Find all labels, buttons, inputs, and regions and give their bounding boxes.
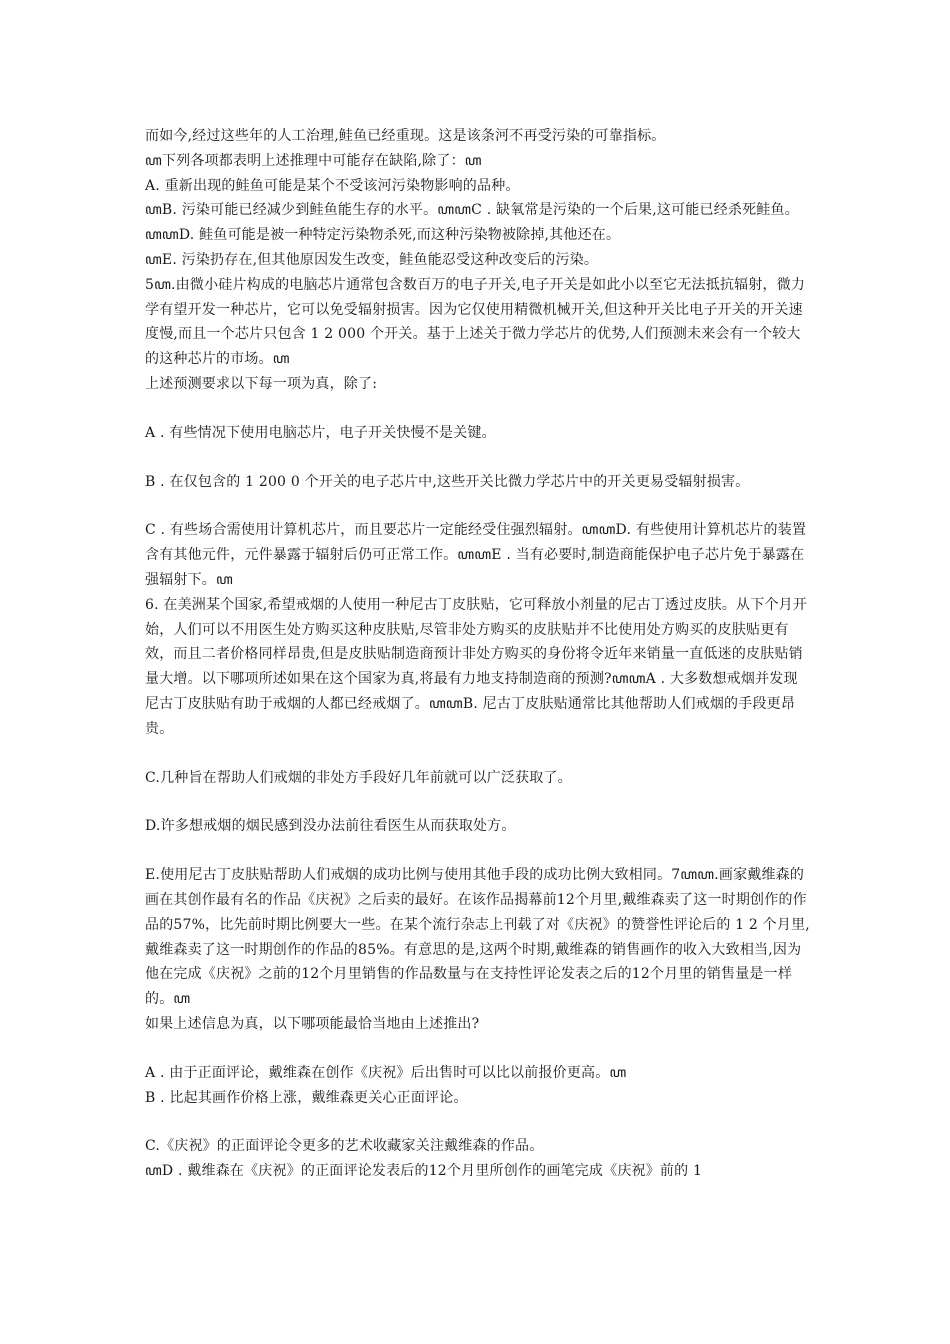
- paragraph-gap: [145, 1037, 810, 1061]
- paragraph: C.《庆祝》的正面评论令更多的艺术收藏家关注戴维森的作品。: [145, 1138, 544, 1155]
- paragraph: ꦲ下列各项都表明上述推理中可能存在缺陷,除了：ꦲ: [145, 152, 482, 169]
- paragraph-gap: [145, 494, 810, 518]
- paragraph-gap: [145, 839, 810, 863]
- document-page: [145, 124, 810, 1184]
- paragraph: 如果上述信息为真，以下哪项能最恰当地由上述推出?: [145, 1015, 480, 1032]
- paragraph: C . 有些场合需使用计算机芯片，而且要芯片一定能经受住强烈辐射。ꦲꦲD. 有些使用计算机芯片的装置含有其他元件，元件暴露于辐射后仍可正常工作。ꦲꦲE . 当有必要时,制造商能保护电子芯片免于暴露在强辐射下。ꦲ: [145, 522, 807, 588]
- paragraph: D.许多想戒烟的烟民感到没办法前往看医生从而获取处方。: [145, 818, 516, 835]
- paragraph: ꦲB. 污染可能已经减少到鲑鱼能生存的水平。ꦲꦲC . 缺氧常是污染的一个后果,这可能已经杀死鲑鱼。ꦲꦲD. 鲑鱼可能是被一种特定污染物杀死,而这种污染物被除掉,其他还在。: [145, 202, 799, 244]
- paragraph: B . 比起其画作价格上涨，戴维森更关心正面评论。: [145, 1089, 468, 1106]
- paragraph-gap: [145, 742, 810, 766]
- paragraph: ꦲD . 戴维森在《庆祝》的正面评论发表后的12个月里所创作的画笔完成《庆祝》前的 1: [145, 1163, 703, 1180]
- paragraph-gap: [145, 1110, 810, 1134]
- paragraph-gap: [145, 397, 810, 421]
- paragraph: A . 由于正面评论，戴维森在创作《庆祝》后出售时可以比以前报价更高。ꦲ: [145, 1064, 627, 1081]
- paragraph-gap: [145, 790, 810, 814]
- paragraph: A . 有些情况下使用电脑芯片，电子开关快慢不是关键。: [145, 424, 496, 441]
- paragraph: ꦲE. 污染扔存在,但其他原因发生改变，鲑鱼能忍受这种改变后的污染。: [145, 251, 599, 268]
- paragraph-gap: [145, 446, 810, 470]
- paragraph: 6. 在美洲某个国家,希望戒烟的人使用一种尼古丁皮肤贴，它可释放小剂量的尼古丁透过皮肤。从下个月开始，人们可以不用医生处方购买这种皮肤贴,尽管非处方购买的皮肤贴并不比使用处方购买的皮肤贴更有效，而且二者价格同样昂贵,但是皮肤贴制造商预计非处方购买的身份将令近年来销量一直低迷的皮肤贴销量大增。以下哪项所述如果在这个国家为真,将最有力地支持制造商的预测?ꦲꦲA . 大多数想戒烟并发现尼古丁皮肤贴有助于戒烟的人都已经戒烟了。ꦲꦲB. 尼古丁皮肤贴通常比其他帮助人们戒烟的手段更昂贵。: [145, 596, 808, 737]
- paragraph: E.使用尼古丁皮肤贴帮助人们戒烟的成功比例与使用其他手段的成功比例大致相同。7ꦲꦲ.画家戴维森的画在其创作最有名的作品《庆祝》之后卖的最好。在该作品揭幕前12个月里,戴维森卖了这一时期创作的作品的57%，比先前时期比例要大一些。在某个流行杂志上刊载了对《庆祝》的赞誉性评论后的 1 2 个月里,戴维森卖了这一时期创作的作品的85%。有意思的是,这两个时期,戴维森的销售画作的收入大致相当,因为他在完成《庆祝》之前的12个月里销售的作品数量与在支持性评论发表之后的12个月里的销售量是一样的。ꦲ: [145, 867, 810, 1008]
- paragraph: 而如今,经过这些年的人工治理,鲑鱼已经重现。这是该条河不再受污染的可靠指标。: [145, 128, 666, 144]
- paragraph: B . 在仅包含的 1 200 0 个开关的电子芯片中,这些开关比微力学芯片中的开关更易受辐射损害。: [145, 473, 750, 490]
- paragraph: A. 重新出现的鲑鱼可能是某个不受该河污染物影响的品种。: [145, 177, 520, 194]
- paragraph: 上述预测要求以下每一项为真，除了:: [145, 375, 378, 392]
- paragraph: 5ꦲ.由微小硅片构成的电脑芯片通常包含数百万的电子开关,电子开关是如此小以至它无法抵抗辐射，微力学有望开发一种芯片，它可以免受辐射损害。因为它仅使用精微机械开关,但这种开关比电子开关的开关速度慢,而且一个芯片只包含 1 2 000 个开关。基于上述关于微力学芯片的优势,人们预测未来会有一个较大的这种芯片的市场。ꦲ: [145, 276, 806, 368]
- paragraph: C.几种旨在帮助人们戒烟的非处方手段好几年前就可以广泛获取了。: [145, 769, 572, 786]
